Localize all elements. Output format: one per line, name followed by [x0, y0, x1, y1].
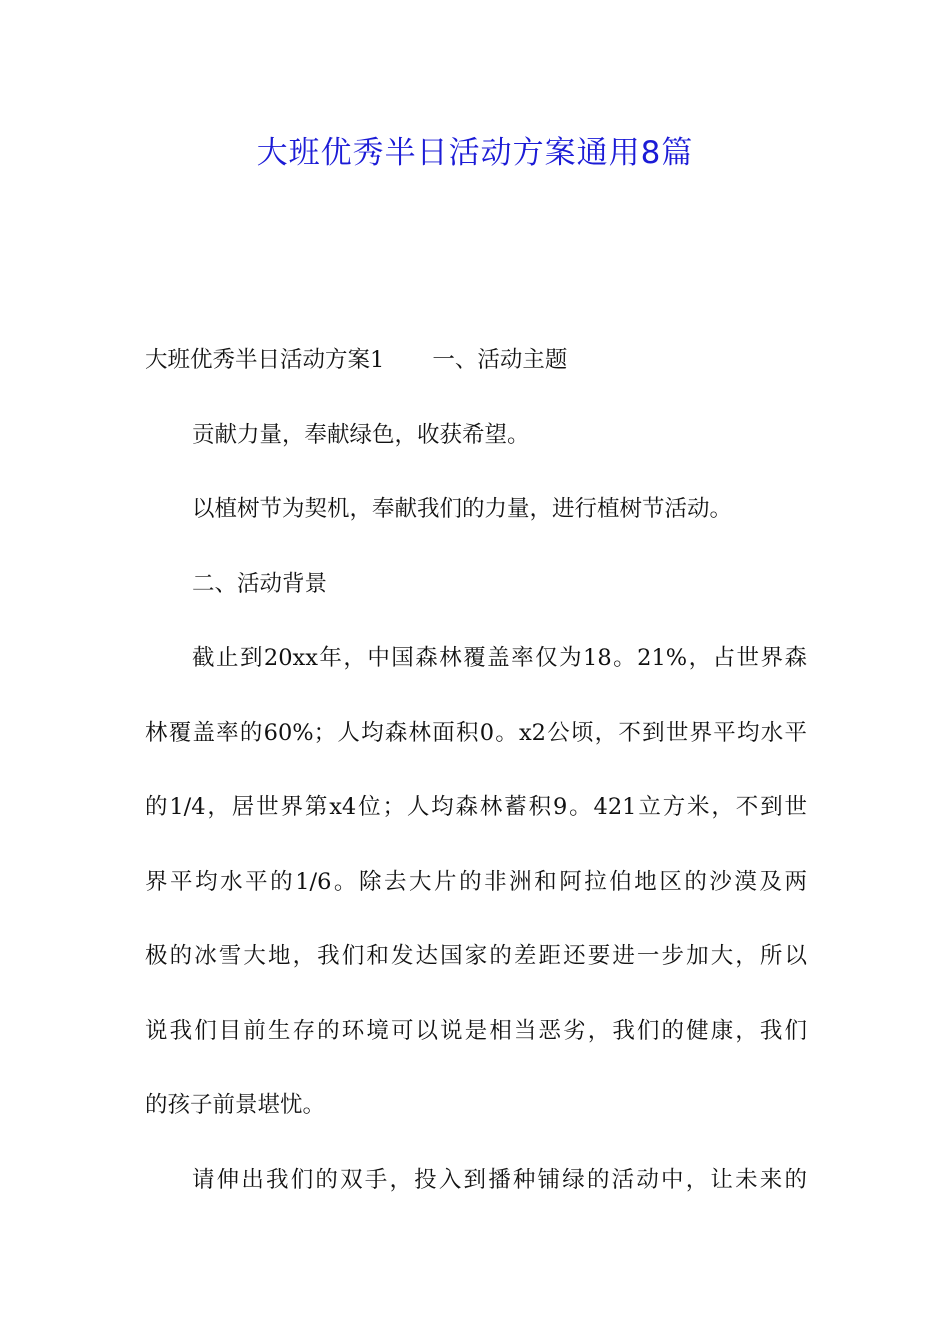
- paragraph-line: 界平均水平的1/6。除去大片的非洲和阿拉伯地区的沙漠及两: [145, 868, 807, 895]
- paragraph-line: 的孩子前景堪忧。: [145, 1092, 326, 1118]
- paragraph-line: [145, 334, 807, 409]
- section-heading: 大班优秀半日活动方案1: [145, 347, 385, 373]
- paragraph-line: 截止到20xx年，中国森林覆盖率仅为18。21%，占世界森: [192, 645, 807, 671]
- subsection-heading: 一、活动主题: [432, 347, 568, 373]
- paragraph-line: 说我们目前生存的环境可以说是相当恶劣，我们的健康，我们: [145, 1017, 807, 1044]
- paragraph-line: 林覆盖率的60%；人均森林面积0。x2公顷，不到世界平均水平: [145, 719, 807, 746]
- paragraph-line: 以植树节为契机，奉献我们的力量，进行植树节活动。: [192, 496, 733, 522]
- paragraph-line: 极的冰雪大地，我们和发达国家的差距还要进一步加大，所以: [145, 943, 807, 969]
- paragraph-line: 贡献力量，奉献绿色，收获希望。: [192, 421, 530, 448]
- paragraph-line: 请伸出我们的双手，投入到播种铺绿的活动中，让未来的: [192, 1166, 807, 1193]
- subsection-heading: 二、活动背景: [192, 570, 328, 597]
- paragraph-line: 的1/4，居世界第x4位；人均森林蓄积9。421立方米，不到世: [145, 794, 807, 820]
- document-body: [145, 334, 807, 1228]
- document-title: 大班优秀半日活动方案通用8篇: [256, 135, 694, 171]
